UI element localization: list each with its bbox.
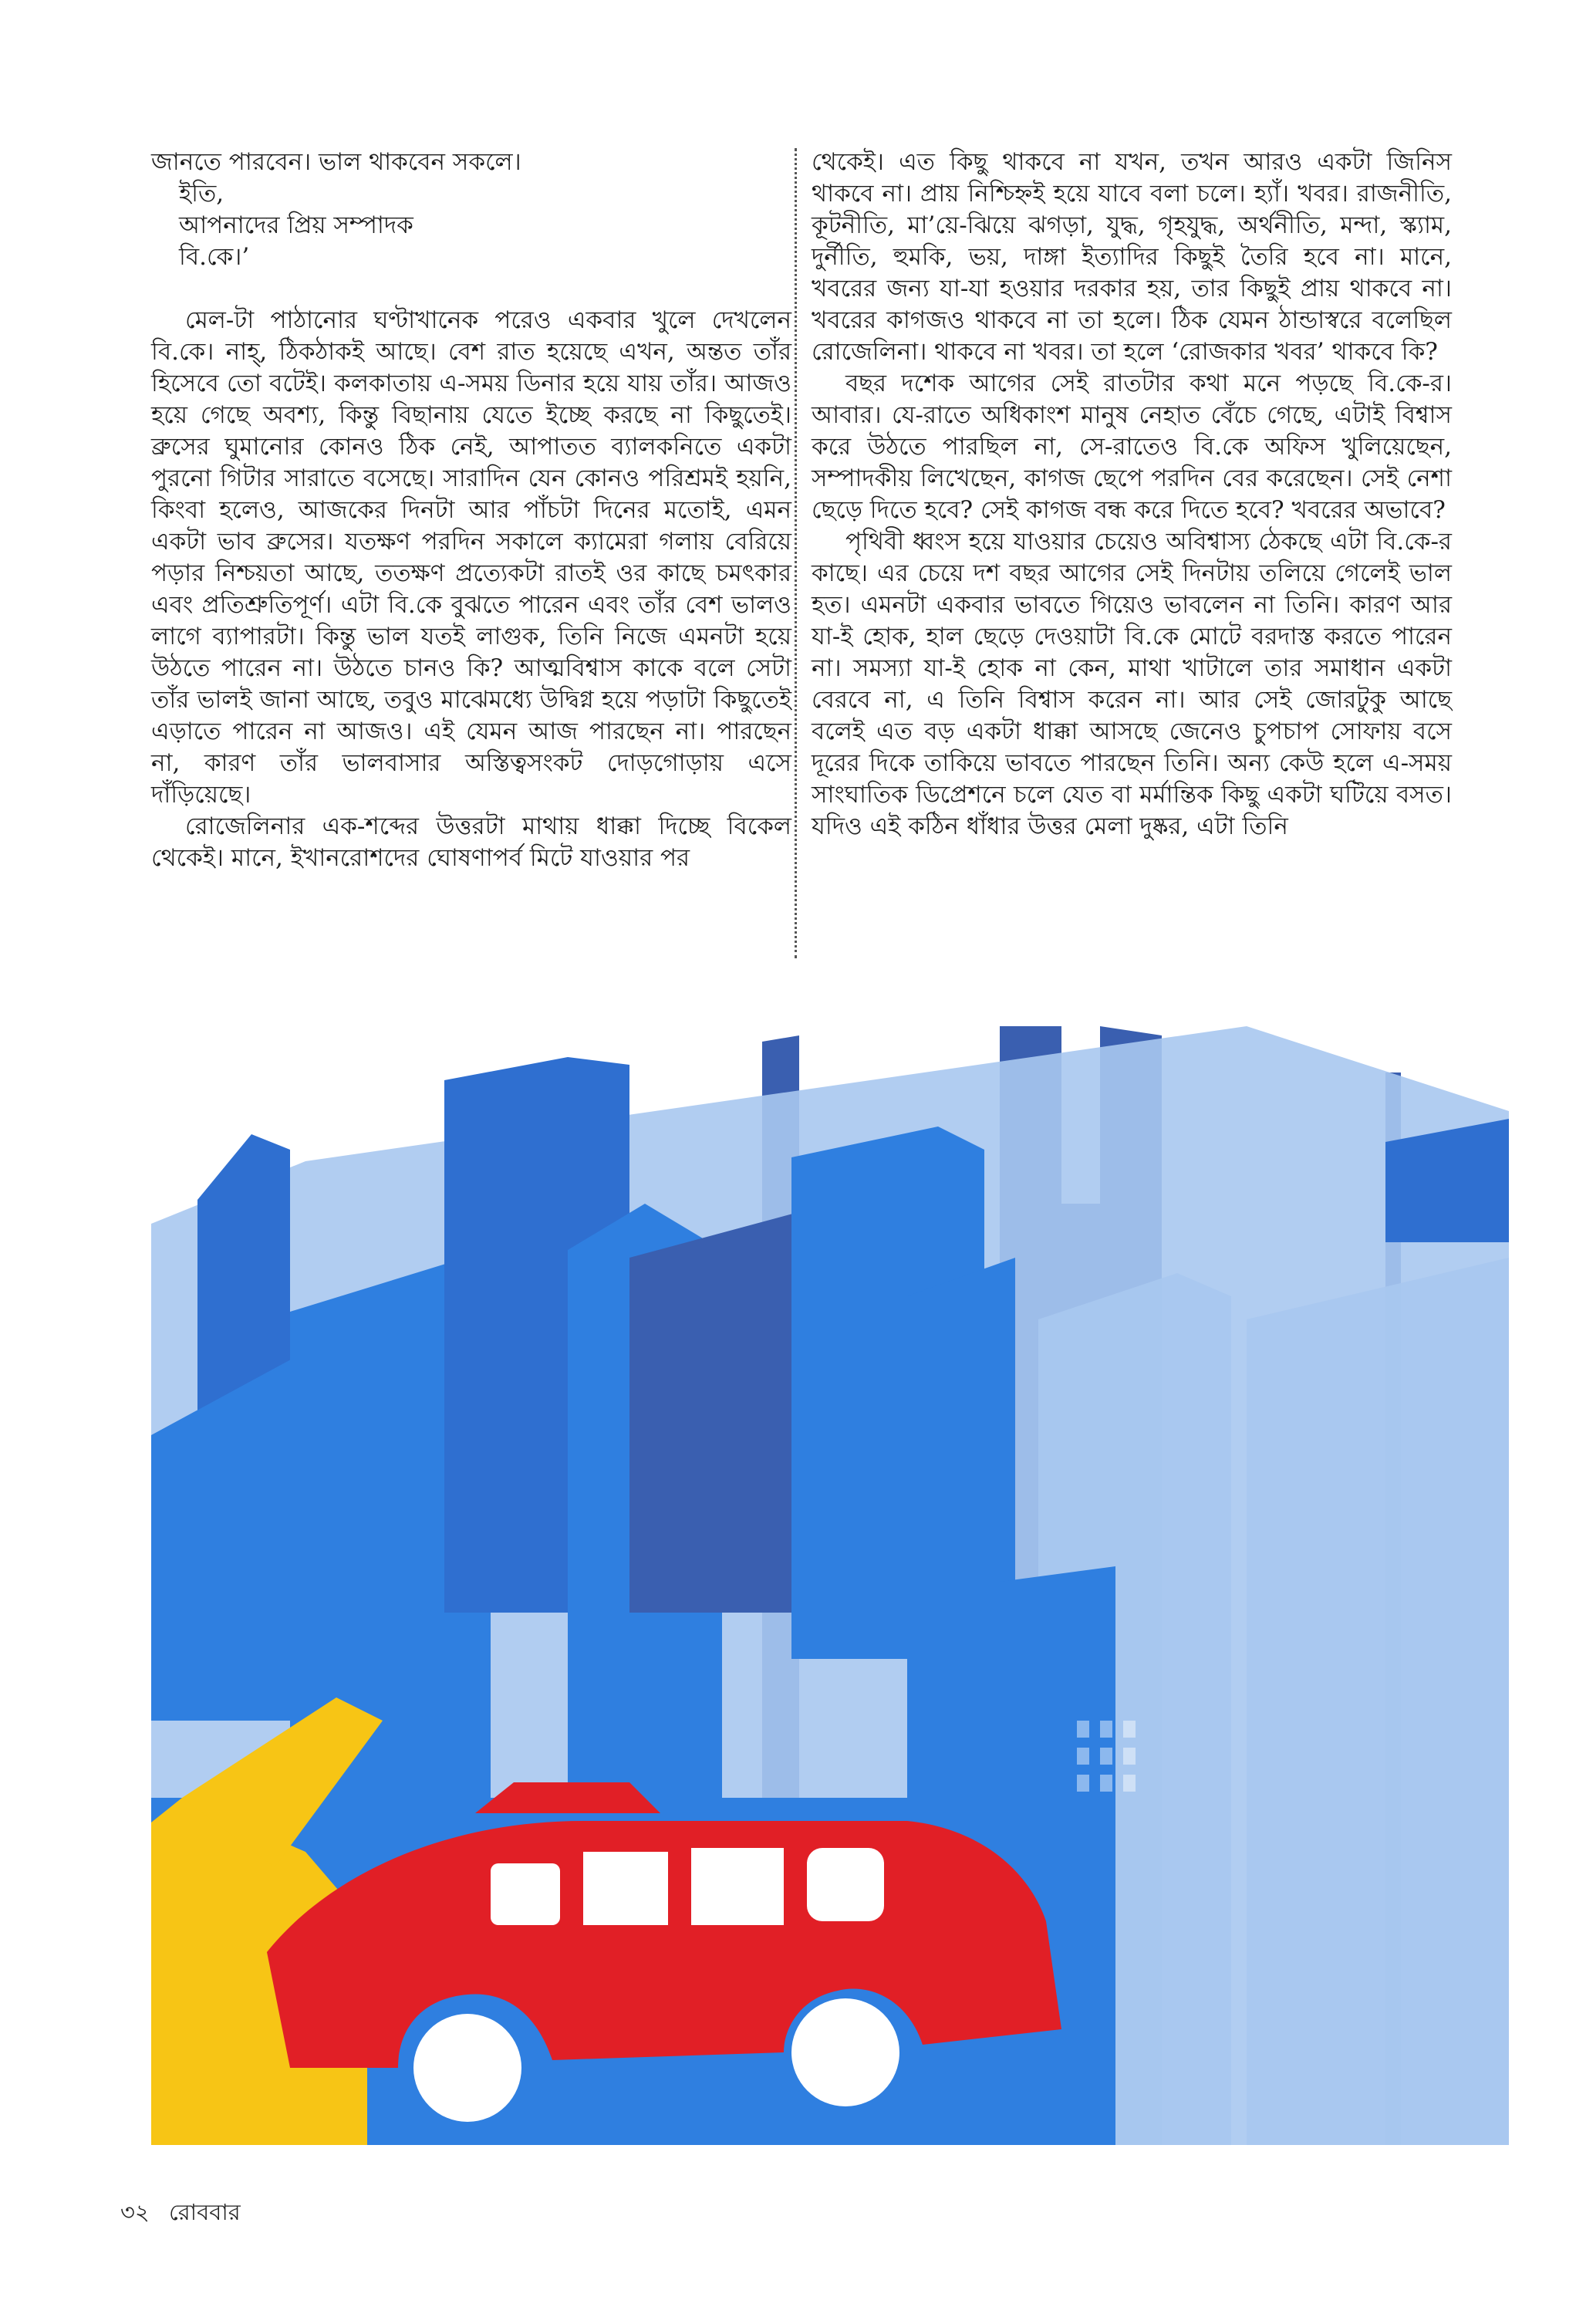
right-column: [812, 147, 1452, 843]
window: [1077, 1721, 1089, 1738]
paragraph-gap: [151, 273, 791, 305]
car-window: [807, 1848, 884, 1921]
paragraph: বছর দশেক আগের সেই রাতটার কথা মনে পড়ছে বি.কে-র। আবার। যে-রাতে অধিকাংশ মানুষ নেহাত বেঁচে গেছে, এটাই বিশ্বাস করে উঠতে পারছিল না, সে-রাতেও বি.কে অফিস খুলিয়েছেন, সম্পাদকীয় লিখেছেন, কাগজ ছেপে পরদিন বের করেছেন। সেই নেশা ছেড়ে দিতে হবে? সেই কাগজ বন্ধ করে দিতে হবে? খবরের অভাবে?: [812, 370, 1452, 524]
car-window: [691, 1848, 784, 1925]
window: [1077, 1775, 1089, 1792]
window: [1123, 1721, 1136, 1738]
left-column: [151, 147, 791, 874]
building: [1247, 1258, 1509, 2145]
car-window: [583, 1852, 668, 1925]
building: [907, 1258, 1015, 1798]
window: [1123, 1748, 1136, 1765]
car-wheel: [791, 1998, 899, 2106]
city-cars-illustration: [151, 1026, 1509, 2145]
letter-end: জানতে পারবেন। ভাল থাকবেন সকলে।: [151, 148, 521, 176]
window: [1100, 1748, 1112, 1765]
magazine-name: রোববার: [168, 2199, 241, 2225]
letter-signoff: ইতি,: [179, 180, 224, 208]
column-divider: [795, 148, 797, 958]
window: [1100, 1775, 1112, 1792]
building: [1000, 1566, 1115, 2145]
paragraph: থেকেই। এত কিছু থাকবে না যখন, তখন আরও একটা জিনিস থাকবে না। প্রায় নিশ্চিহ্নই হয়ে যাবে বলা চলে। হ্যাঁ। খবর। রাজনীতি, কূটনীতি, মা’য়ে-ঝিয়ে ঝগড়া, যুদ্ধ, গৃহযুদ্ধ, অর্থনীতি, মন্দা, স্ক্যাম, দুর্নীতি, হুমকি, ভয়, দাঙ্গা ইত্যাদির কিছুই তৈরি হবে না। মানে, খবরের জন্য যা-যা হওয়ার দরকার হয়, তার কিছুই প্রায় থাকবে না। খবরের কাগজও থাকবে না তা হলে। ঠিক যেমন ঠান্ডাস্বরে বলেছিল রোজেলিনা। থাকবে না খবর। তা হলে ‘রোজকার খবর’ থাকবে কি?: [812, 148, 1452, 366]
paragraph: পৃথিবী ধ্বংস হয়ে যাওয়ার চেয়েও অবিশ্বাস্য ঠেকছে এটা বি.কে-র কাছে। এর চেয়ে দশ বছর আগের সেই দিনটায় তলিয়ে গেলেই ভাল হত। এমনটা একবার ভাবতে গিয়েও ভাবলেন না তিনি। কারণ আর যা-ই হোক, হাল ছেড়ে দেওয়াটা বি.কে মোটে বরদাস্ত করতে পারেন না। সমস্যা যা-ই হোক না কেন, মাথা খাটালে তার সমাধান একটা বেরবে না, এ তিনি বিশ্বাস করেন না। আর সেই জোরটুকু আছে বলেই এত বড় একটা ধাক্কা আসছে জেনেও চুপচাপ সোফায় বসে দূরের দিকে তাকিয়ে ভাবতে পারছেন তিনি। অন্য কেউ হলে এ-সময় সাংঘাতিক ডিপ্রেশনে চলে যেত বা মর্মান্তিক কিছু একটা ঘটিয়ে বসত। যদিও এই কঠিন ধাঁধার উত্তর মেলা দুষ্কর, এটা তিনি: [812, 528, 1452, 840]
letter-signoff-name: আপনাদের প্রিয় সম্পাদক: [179, 211, 413, 239]
window: [1100, 1721, 1112, 1738]
car-window: [491, 1863, 560, 1925]
page-footer: [120, 2195, 253, 2233]
window: [1077, 1748, 1089, 1765]
paragraph: মেল-টা পাঠানোর ঘণ্টাখানেক পরেও একবার খুলে দেখলেন বি.কে। নাহ্‌, ঠিকঠাকই আছে। বেশ রাত হয়েছে এখন, অন্তত তাঁর হিসেবে তো বটেই। কলকাতায় এ-সময় ডিনার হয়ে যায় তাঁর। আজও হয়ে গেছে অবশ্য, কিন্তু বিছানায় যেতে ইচ্ছে করছে না কিছুতেই। ব্রুসের ঘুমানোর কোনও ঠিক নেই, আপাতত ব্যালকনিতে একটা পুরনো গিটার সারাতে বসেছে। সারাদিন যেন কোনও পরিশ্রমই হয়নি, কিংবা হলেও, আজকের দিনটা আর পাঁচটা দিনের মতোই, এমন একটা ভাব ব্রুসের। যতক্ষণ পরদিন সকালে ক্যামেরা গলায় বেরিয়ে পড়ার নিশ্চয়তা আছে, ততক্ষণ প্রত্যেকটা রাতই ওর কাছে চমৎকার এবং প্রতিশ্রুতিপূর্ণ। এটা বি.কে বুঝতে পারেন এবং তাঁর বেশ ভালও লাগে ব্যাপারটা। কিন্তু ভাল যতই লাগুক, তিনি নিজে এমনটা হয়ে উঠতে পারেন না। উঠতে চানও কি? আত্মবিশ্বাস কাকে বলে সেটা তাঁর ভালই জানা আছে, তবুও মাঝেমধ্যে উদ্বিগ্ন হয়ে পড়াটা কিছুতেই এড়াতে পারেন না আজও। এই যেমন আজ পারছেন না। পারছেন না, কারণ তাঁর ভালবাসার অস্তিত্বসংকট দোড়গোড়ায় এসে দাঁড়িয়েছে।: [151, 306, 791, 809]
letter-signoff-initials: বি.কে।’: [179, 243, 250, 271]
car-wheel: [413, 2014, 521, 2122]
paragraph: রোজেলিনার এক-শব্দের উত্তরটা মাথায় ধাক্কা দিচ্ছে বিকেল থেকেই। মানে, ইখানরোশদের ঘোষণাপর্ব মিটে যাওয়ার পর: [151, 812, 791, 872]
windows: [1077, 1721, 1136, 1792]
page-number: ৩২: [120, 2199, 150, 2225]
window: [1123, 1775, 1136, 1792]
